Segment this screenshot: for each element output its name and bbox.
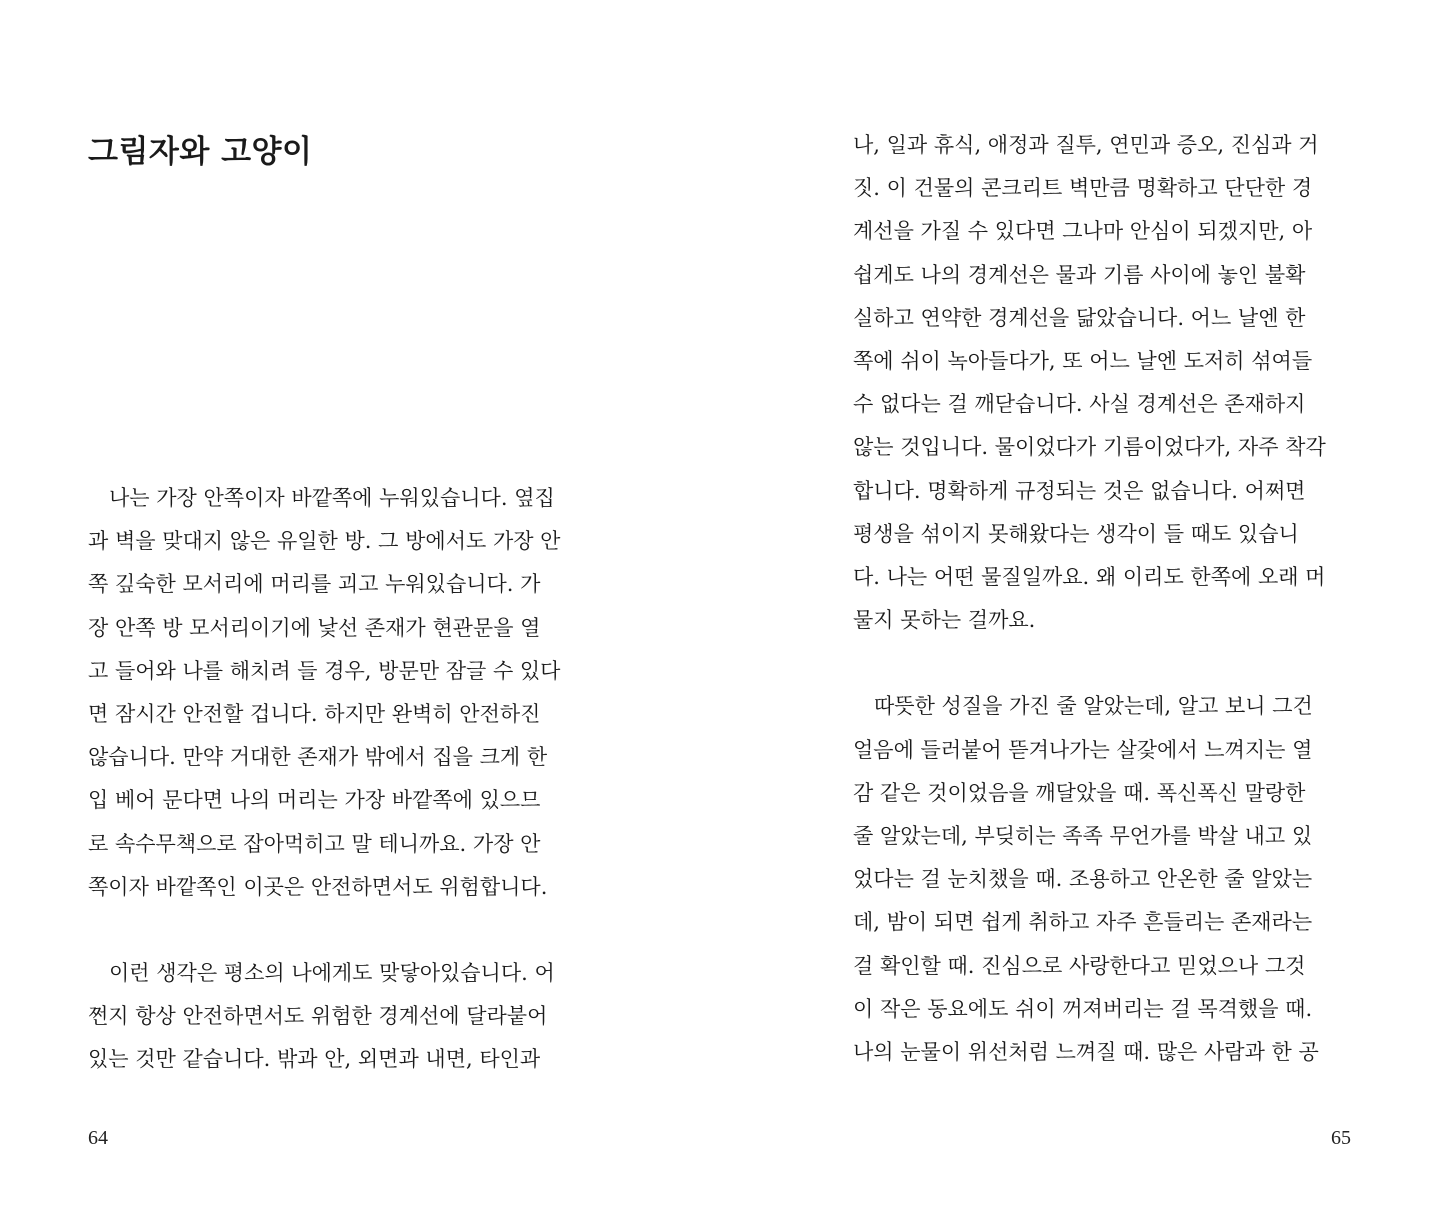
left-body-text <box>88 477 588 1082</box>
paragraph-gap <box>88 909 588 952</box>
text-line: 었다는 걸 눈치챘을 때. 조용하고 안온한 줄 알았는 <box>853 867 1313 892</box>
text-line: 로 속수무책으로 잡아먹히고 말 테니까요. 가장 안 <box>88 831 541 856</box>
text-line: 평생을 섞이지 못해왔다는 생각이 들 때도 있습니 <box>853 521 1299 546</box>
text-line: 다. 나는 어떤 물질일까요. 왜 이리도 한쪽에 오래 머 <box>853 564 1326 589</box>
right-body-text <box>853 124 1353 1074</box>
text-line: 물지 못하는 걸까요. <box>853 608 1036 633</box>
text-line: 있는 것만 같습니다. 밖과 안, 외면과 내면, 타인과 <box>88 1047 541 1072</box>
chapter-title: 그림자와 고양이 <box>88 134 313 170</box>
text-line: 쩐지 항상 안전하면서도 위험한 경계선에 달라붙어 <box>88 1004 548 1029</box>
text-line: 실하고 연약한 경계선을 닮았습니다. 어느 날엔 한 <box>853 305 1306 330</box>
page-number-right: 65 <box>1331 1127 1351 1149</box>
text-line: 고 들어와 나를 해치려 들 경우, 방문만 잠글 수 있다 <box>88 658 561 683</box>
text-line: 이 작은 동요에도 쉬이 꺼져버리는 걸 목격했을 때. <box>853 996 1313 1021</box>
text-line: 쉽게도 나의 경계선은 물과 기름 사이에 놓인 불확 <box>853 262 1306 287</box>
text-line: 데, 밤이 되면 쉽게 취하고 자주 흔들리는 존재라는 <box>853 910 1313 935</box>
text-line: 합니다. 명확하게 규정되는 것은 없습니다. 어쩌면 <box>853 478 1306 503</box>
text-line: 장 안쪽 방 모서리이기에 낯선 존재가 현관문을 열 <box>88 615 541 640</box>
text-line: 걸 확인할 때. 진심으로 사랑한다고 믿었으나 그것 <box>853 953 1306 978</box>
text-line: 입 베어 문다면 나의 머리는 가장 바깥쪽에 있으므 <box>88 788 541 813</box>
text-line: 않습니다. 만약 거대한 존재가 밖에서 집을 크게 한 <box>88 745 548 770</box>
text-line: 감 같은 것이었음을 깨달았을 때. 폭신폭신 말랑한 <box>853 780 1306 805</box>
text-line: 이런 생각은 평소의 나에게도 맞닿아있습니다. 어 <box>88 961 555 986</box>
text-line: 나의 눈물이 위선처럼 느껴질 때. 많은 사람과 한 공 <box>853 1039 1319 1064</box>
text-line: 않는 것입니다. 물이었다가 기름이었다가, 자주 착각 <box>853 435 1326 460</box>
text-line: 나는 가장 안쪽이자 바깥쪽에 누워있습니다. 옆집 <box>88 486 555 510</box>
page-number-left: 64 <box>88 1127 108 1149</box>
text-line: 나, 일과 휴식, 애정과 질투, 연민과 증오, 진심과 거 <box>853 133 1319 157</box>
text-line: 쪽이자 바깥쪽인 이곳은 안전하면서도 위험합니다. <box>88 874 548 899</box>
text-line: 계선을 가질 수 있다면 그나마 안심이 되겠지만, 아 <box>853 219 1313 244</box>
text-line: 얼음에 들러붙어 뜯겨나가는 살갗에서 느껴지는 열 <box>853 737 1313 762</box>
text-line: 짓. 이 건물의 콘크리트 벽만큼 명확하고 단단한 경 <box>853 176 1313 201</box>
text-line: 과 벽을 맞대지 않은 유일한 방. 그 방에서도 가장 안 <box>88 529 561 554</box>
text-line: 수 없다는 걸 깨닫습니다. 사실 경계선은 존재하지 <box>853 392 1306 417</box>
text-line: 면 잠시간 안전할 겁니다. 하지만 완벽히 안전하진 <box>88 701 541 726</box>
text-line: 따뜻한 성질을 가진 줄 알았는데, 알고 보니 그건 <box>853 694 1313 719</box>
text-line: 줄 알았는데, 부딪히는 족족 무언가를 박살 내고 있 <box>853 824 1313 848</box>
text-line: 쪽 깊숙한 모서리에 머리를 괴고 누워있습니다. 가 <box>88 572 541 597</box>
paragraph-gap <box>853 642 1353 685</box>
text-line: 쪽에 쉬이 녹아들다가, 또 어느 날엔 도저히 섞여들 <box>853 348 1313 373</box>
